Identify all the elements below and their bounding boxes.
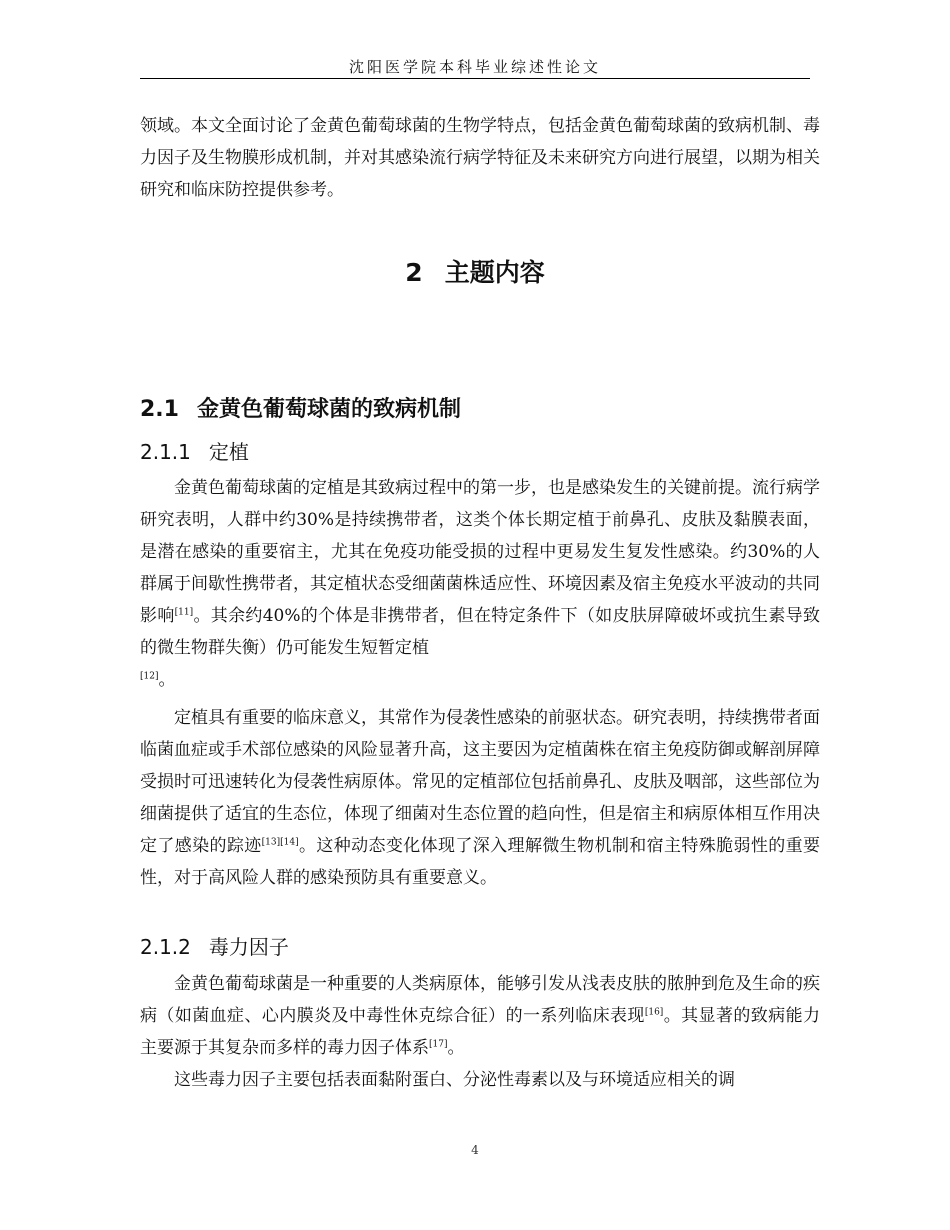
section-title: 金黄色葡萄球菌的致病机制 — [196, 397, 461, 422]
citation: [13][14] — [261, 837, 299, 848]
subsection-title: 定植 — [208, 440, 249, 464]
colonization-text-block — [140, 472, 820, 894]
virulence-text-block — [140, 968, 820, 1096]
subsection-heading-virulence — [140, 931, 289, 960]
chapter-title: 主题内容 — [444, 258, 545, 287]
chapter-heading — [140, 253, 810, 289]
subsection-heading-colonization — [140, 436, 249, 465]
text-run: 。这种动态变化体现了深入理解微生物机制和宿主特殊脆弱性的重要性，对于高风险人群的感染预防具有重要意义。 — [140, 836, 821, 888]
section-number: 2.1 — [140, 397, 179, 422]
subsection-title: 毒力因子 — [208, 935, 289, 959]
colonization-paragraph-2 — [140, 702, 820, 894]
page-number: 4 — [471, 1143, 479, 1157]
text-run: 。 — [158, 670, 176, 690]
virulence-paragraph-2: 这些毒力因子主要包括表面黏附蛋白、分泌性毒素以及与环境适应相关的调 — [174, 1070, 735, 1090]
intro-paragraph: 领域。本文全面讨论了金黄色葡萄球菌的生物学特点，包括金黄色葡萄球菌的致病机制、毒力因子及生物膜形成机制，并对其感染流行病学特征及未来研究方向进行展望，以期为相关研究和临床防控提供参考。 — [140, 116, 820, 200]
section-heading — [140, 392, 461, 423]
text-run: 金黄色葡萄球菌是一种重要的人类病原体，能够引发从浅表皮肤的脓肿到危及生命的疾病（如菌血症、心内膜炎及中毒性休克综合征）的一系列临床表现 — [140, 974, 820, 1026]
intro-text-block — [140, 110, 820, 206]
text-run: 。 — [447, 1038, 465, 1058]
running-header: 沈阳医学院本科毕业综述性论文 — [348, 58, 601, 76]
virulence-paragraph-1 — [140, 968, 820, 1064]
chapter-number: 2 — [405, 258, 423, 287]
text-run: 金黄色葡萄球菌的定植是其致病过程中的第一步，也是感染发生的关键前提。流行病学研究表明，人群中约30%是持续携带者，这类个体长期定植于前鼻孔、皮肤及黏膜表面，是潜在感染的重要宿主，尤其在免疫功能受损的过程中更易发生复发性感染。约30%的人群属于间歇性携带者，其定植状态受细菌菌株适应性、环境因素及宿主免疫水平波动的共同影响 — [140, 478, 820, 626]
colonization-paragraph-1 — [140, 472, 820, 696]
text-run: 定植具有重要的临床意义，其常作为侵袭性感染的前驱状态。研究表明，持续携带者面临菌血症或手术部位感染的风险显著升高，这主要因为定植菌株在宿主免疫防御或解剖屏障受损时可迅速转化为侵袭性病原体。常见的定植部位包括前鼻孔、皮肤及咽部，这些部位为细菌提供了适宜的生态位，体现了细菌对生态位置的趋向性，但是宿主和病原体相互作用决定了感染的踪迹 — [140, 708, 820, 856]
subsection-number: 2.1.2 — [140, 935, 191, 959]
citation: [17] — [429, 1039, 448, 1050]
text-run: 。其显著的致病能力主要源于其复杂而多样的毒力因子体系 — [140, 1006, 821, 1058]
citation: [16] — [644, 1007, 664, 1018]
header-rule — [140, 78, 810, 79]
subsection-number: 2.1.1 — [140, 440, 191, 464]
citation: [11] — [174, 607, 194, 618]
text-run: 。其余约40%的个体是非携带者，但在特定条件下（如皮肤屏障破坏或抗生素导致的微生物群失衡）仍可能发生短暂定植 — [140, 606, 820, 658]
citation: [12] — [140, 671, 159, 682]
